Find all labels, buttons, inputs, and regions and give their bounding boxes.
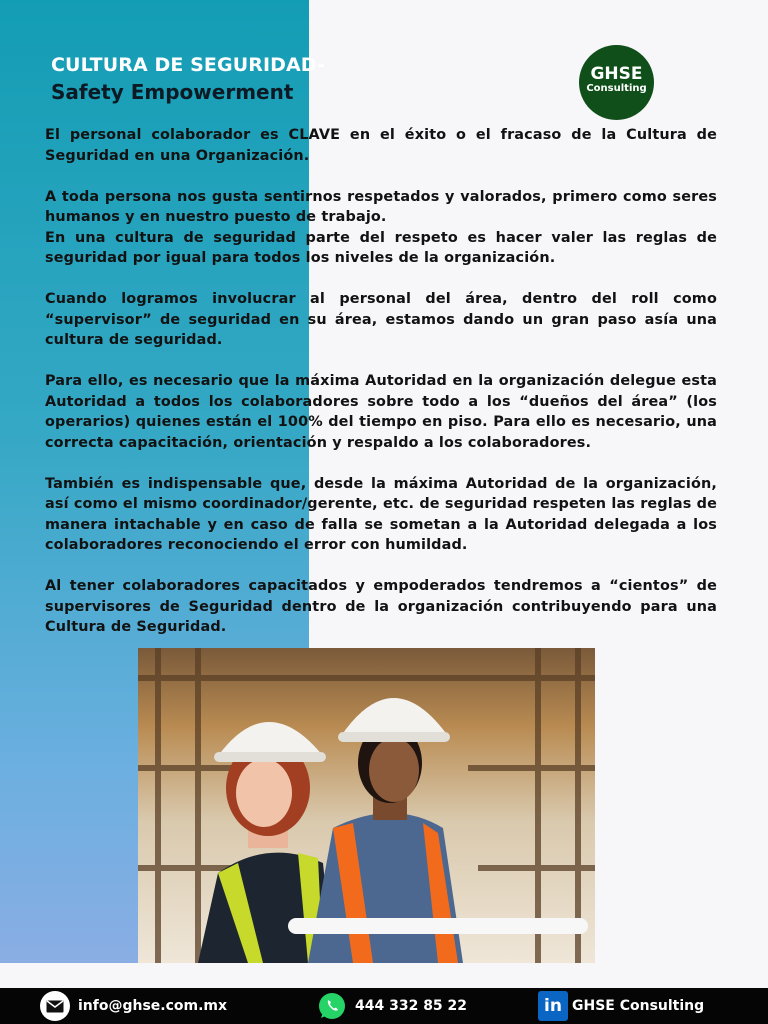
mail-icon bbox=[40, 991, 70, 1021]
whatsapp-icon bbox=[317, 991, 347, 1021]
paragraph-2b: En una cultura de seguridad parte del respeto es hacer valer las reglas de seguridad por igual para todos los niveles de la organización. bbox=[45, 229, 717, 266]
email-text: info@ghse.com.mx bbox=[78, 998, 228, 1014]
linkedin-icon: in bbox=[538, 991, 568, 1021]
footer-email[interactable] bbox=[40, 988, 227, 1024]
footer-linkedin[interactable] bbox=[538, 988, 704, 1024]
workers-illustration bbox=[138, 648, 595, 963]
article-body bbox=[45, 125, 717, 658]
footer-phone[interactable] bbox=[317, 988, 467, 1024]
paragraph-3: Cuando logramos involucrar al personal del área, dentro del roll como “supervisor” de seguridad en su área, estamos dando un gran paso asía una cultura de seguridad. bbox=[45, 291, 717, 348]
logo-main-text: GHSE bbox=[590, 64, 643, 84]
ghse-logo bbox=[579, 45, 654, 120]
linkedin-text: GHSE Consulting bbox=[572, 998, 705, 1014]
header-title bbox=[51, 52, 325, 106]
paragraph-5: También es indispensable que, desde la máxima Autoridad de la organización, así como el mismo coordinador/gerente, etc. de seguridad respeten las reglas de manera intachable y en caso de falla se sometan a la Autoridad delegada a los colaboradores reconociendo el error con humildad. bbox=[45, 475, 717, 553]
paragraph-6: Al tener colaboradores capacitados y empoderados tendremos a “cientos” de supervisores de Seguridad dentro de la organización contribuyendo para una Cultura de Seguridad. bbox=[45, 578, 717, 635]
phone-text: 444 332 85 22 bbox=[355, 998, 468, 1014]
workers-photo bbox=[138, 648, 595, 963]
title-line-1: CULTURA DE SEGURIDAD- bbox=[51, 54, 326, 76]
logo-sub-text: Consulting bbox=[586, 83, 647, 94]
footer-bar bbox=[0, 988, 768, 1024]
title-line-2: Safety Empowerment bbox=[51, 80, 294, 104]
paragraph-1: El personal colaborador es CLAVE en el éxito o el fracaso de la Cultura de Seguridad en una Organización. bbox=[45, 127, 717, 164]
paragraph-4: Para ello, es necesario que la máxima Autoridad en la organización delegue esta Autoridad a todos los colaboradores sobre todo a los “dueños del área” (los operarios) quienes están el 100% del tiempo en piso. Para ello es necesario, una correcta capacitación, orientación y respaldo a los colaboradores. bbox=[45, 373, 717, 451]
paragraph-2a: A toda persona nos gusta sentirnos respetados y valorados, primero como seres humanos y en nuestro puesto de trabajo. bbox=[45, 188, 717, 225]
